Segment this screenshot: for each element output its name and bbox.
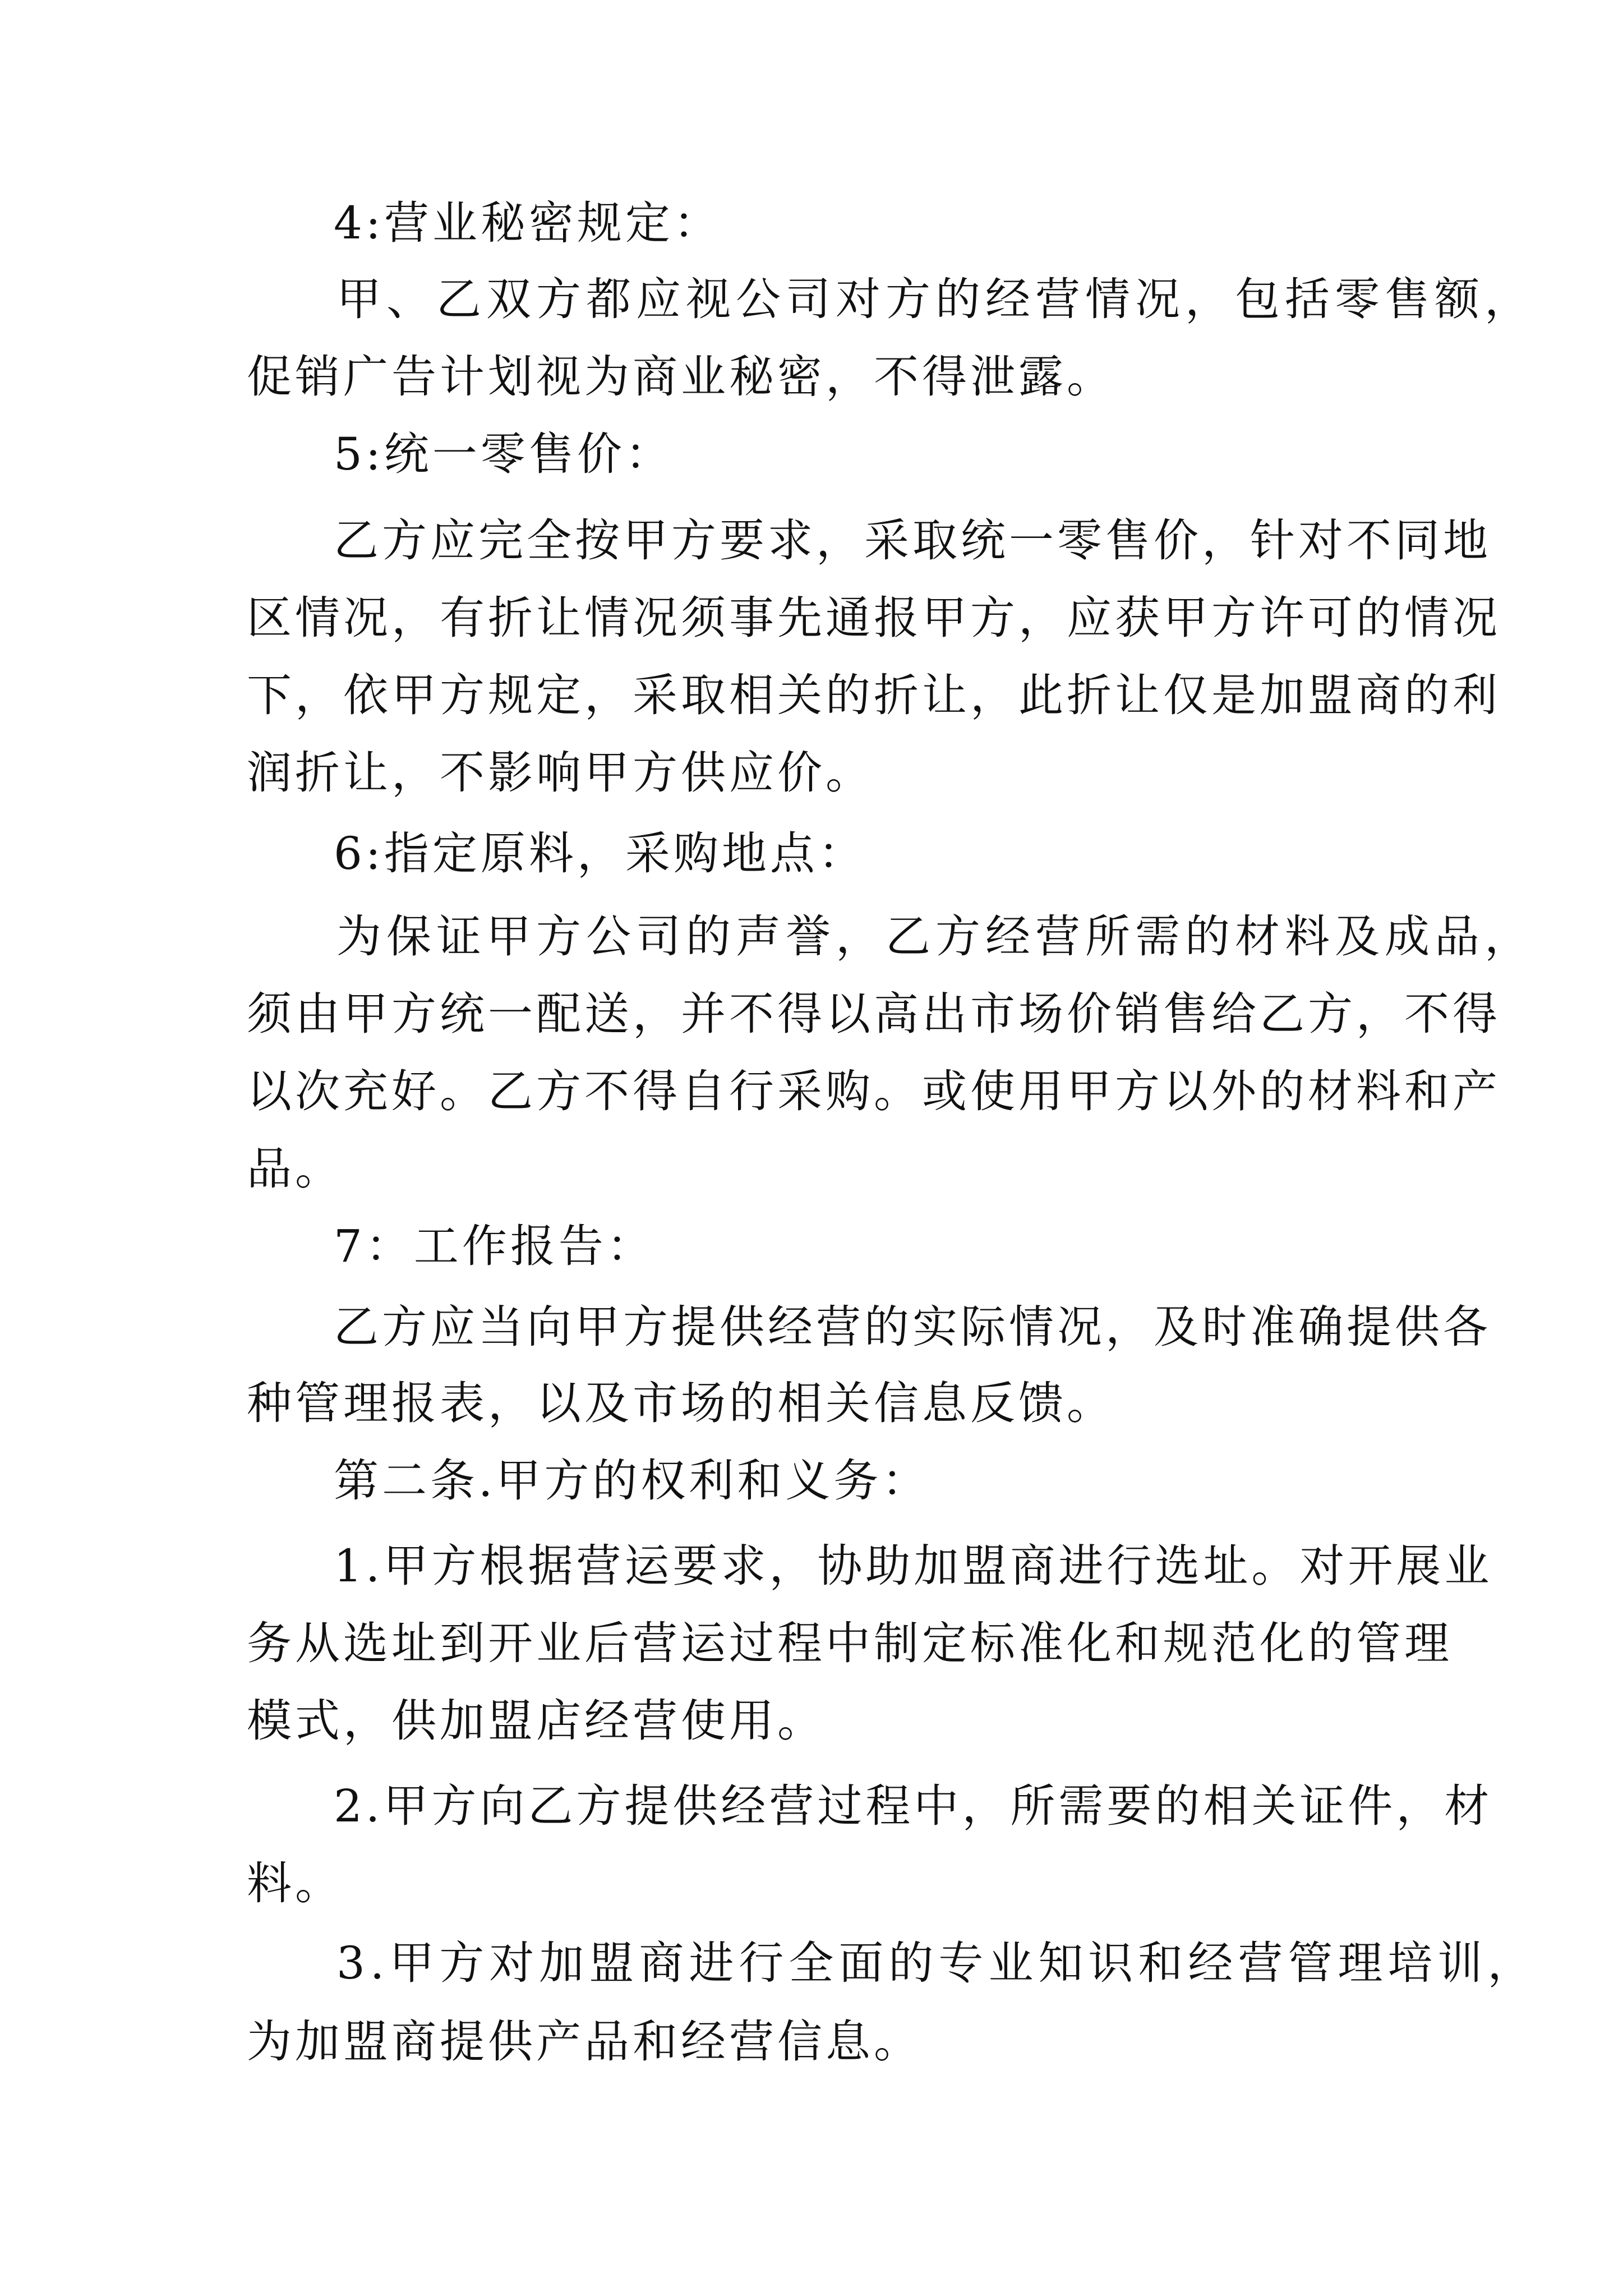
paragraph-line: 种管理报表，以及市场的相关信息反馈。 <box>247 1377 1115 1429</box>
section-heading-trade-secrets: 4:营业秘密规定： <box>334 197 722 249</box>
paragraph-line: 为加盟商提供产品和经营信息。 <box>247 2016 922 2068</box>
paragraph-line: 甲、乙双方都应视公司对方的经营情况，包括零售额， <box>336 273 1534 325</box>
paragraph-line: 1.甲方根据营运要求，协助加盟商进行选址。对开展业 <box>334 1540 1493 1592</box>
paragraph-line: 以次充好。乙方不得自行采购。或使用甲方以外的材料和产 <box>247 1065 1501 1117</box>
paragraph-line: 促销广告计划视为商业秘密，不得泄露。 <box>247 351 1115 403</box>
article-heading-party-a: 第二条.甲方的权利和义务： <box>334 1455 930 1507</box>
paragraph-line: 区情况，有折让情况须事先通报甲方，应获甲方许可的情况 <box>247 592 1501 644</box>
paragraph-line: 料。 <box>247 1857 343 1910</box>
paragraph-line: 模式，供加盟店经营使用。 <box>247 1695 826 1747</box>
paragraph-line: 润折让，不影响甲方供应价。 <box>247 747 874 799</box>
section-heading-materials: 6:指定原料，采购地点： <box>334 827 866 880</box>
paragraph-line: 2.甲方向乙方提供经营过程中，所需要的相关证件，材 <box>334 1780 1493 1832</box>
paragraph-line: 须由甲方统一配送，并不得以高出市场价销售给乙方，不得 <box>247 988 1501 1040</box>
paragraph-line: 为保证甲方公司的声誉，乙方经营所需的材料及成品， <box>336 910 1534 963</box>
section-heading-retail-price: 5:统一零售价： <box>334 428 674 480</box>
paragraph-line: 品。 <box>247 1143 343 1195</box>
paragraph-line: 务从选址到开业后营运过程中制定标准化和规范化的管理 <box>247 1617 1453 1669</box>
paragraph-line: 下，依甲方规定，采取相关的折让，此折让仅是加盟商的利 <box>247 669 1501 721</box>
section-heading-work-report: 7：工作报告： <box>334 1220 655 1272</box>
paragraph-line: 3.甲方对加盟商进行全面的专业知识和经营管理培训， <box>336 1937 1538 1989</box>
paragraph-line: 乙方应当向甲方提供经营的实际情况，及时准确提供各 <box>334 1301 1491 1353</box>
paragraph-line: 乙方应完全按甲方要求，采取统一零售价，针对不同地 <box>334 514 1491 567</box>
